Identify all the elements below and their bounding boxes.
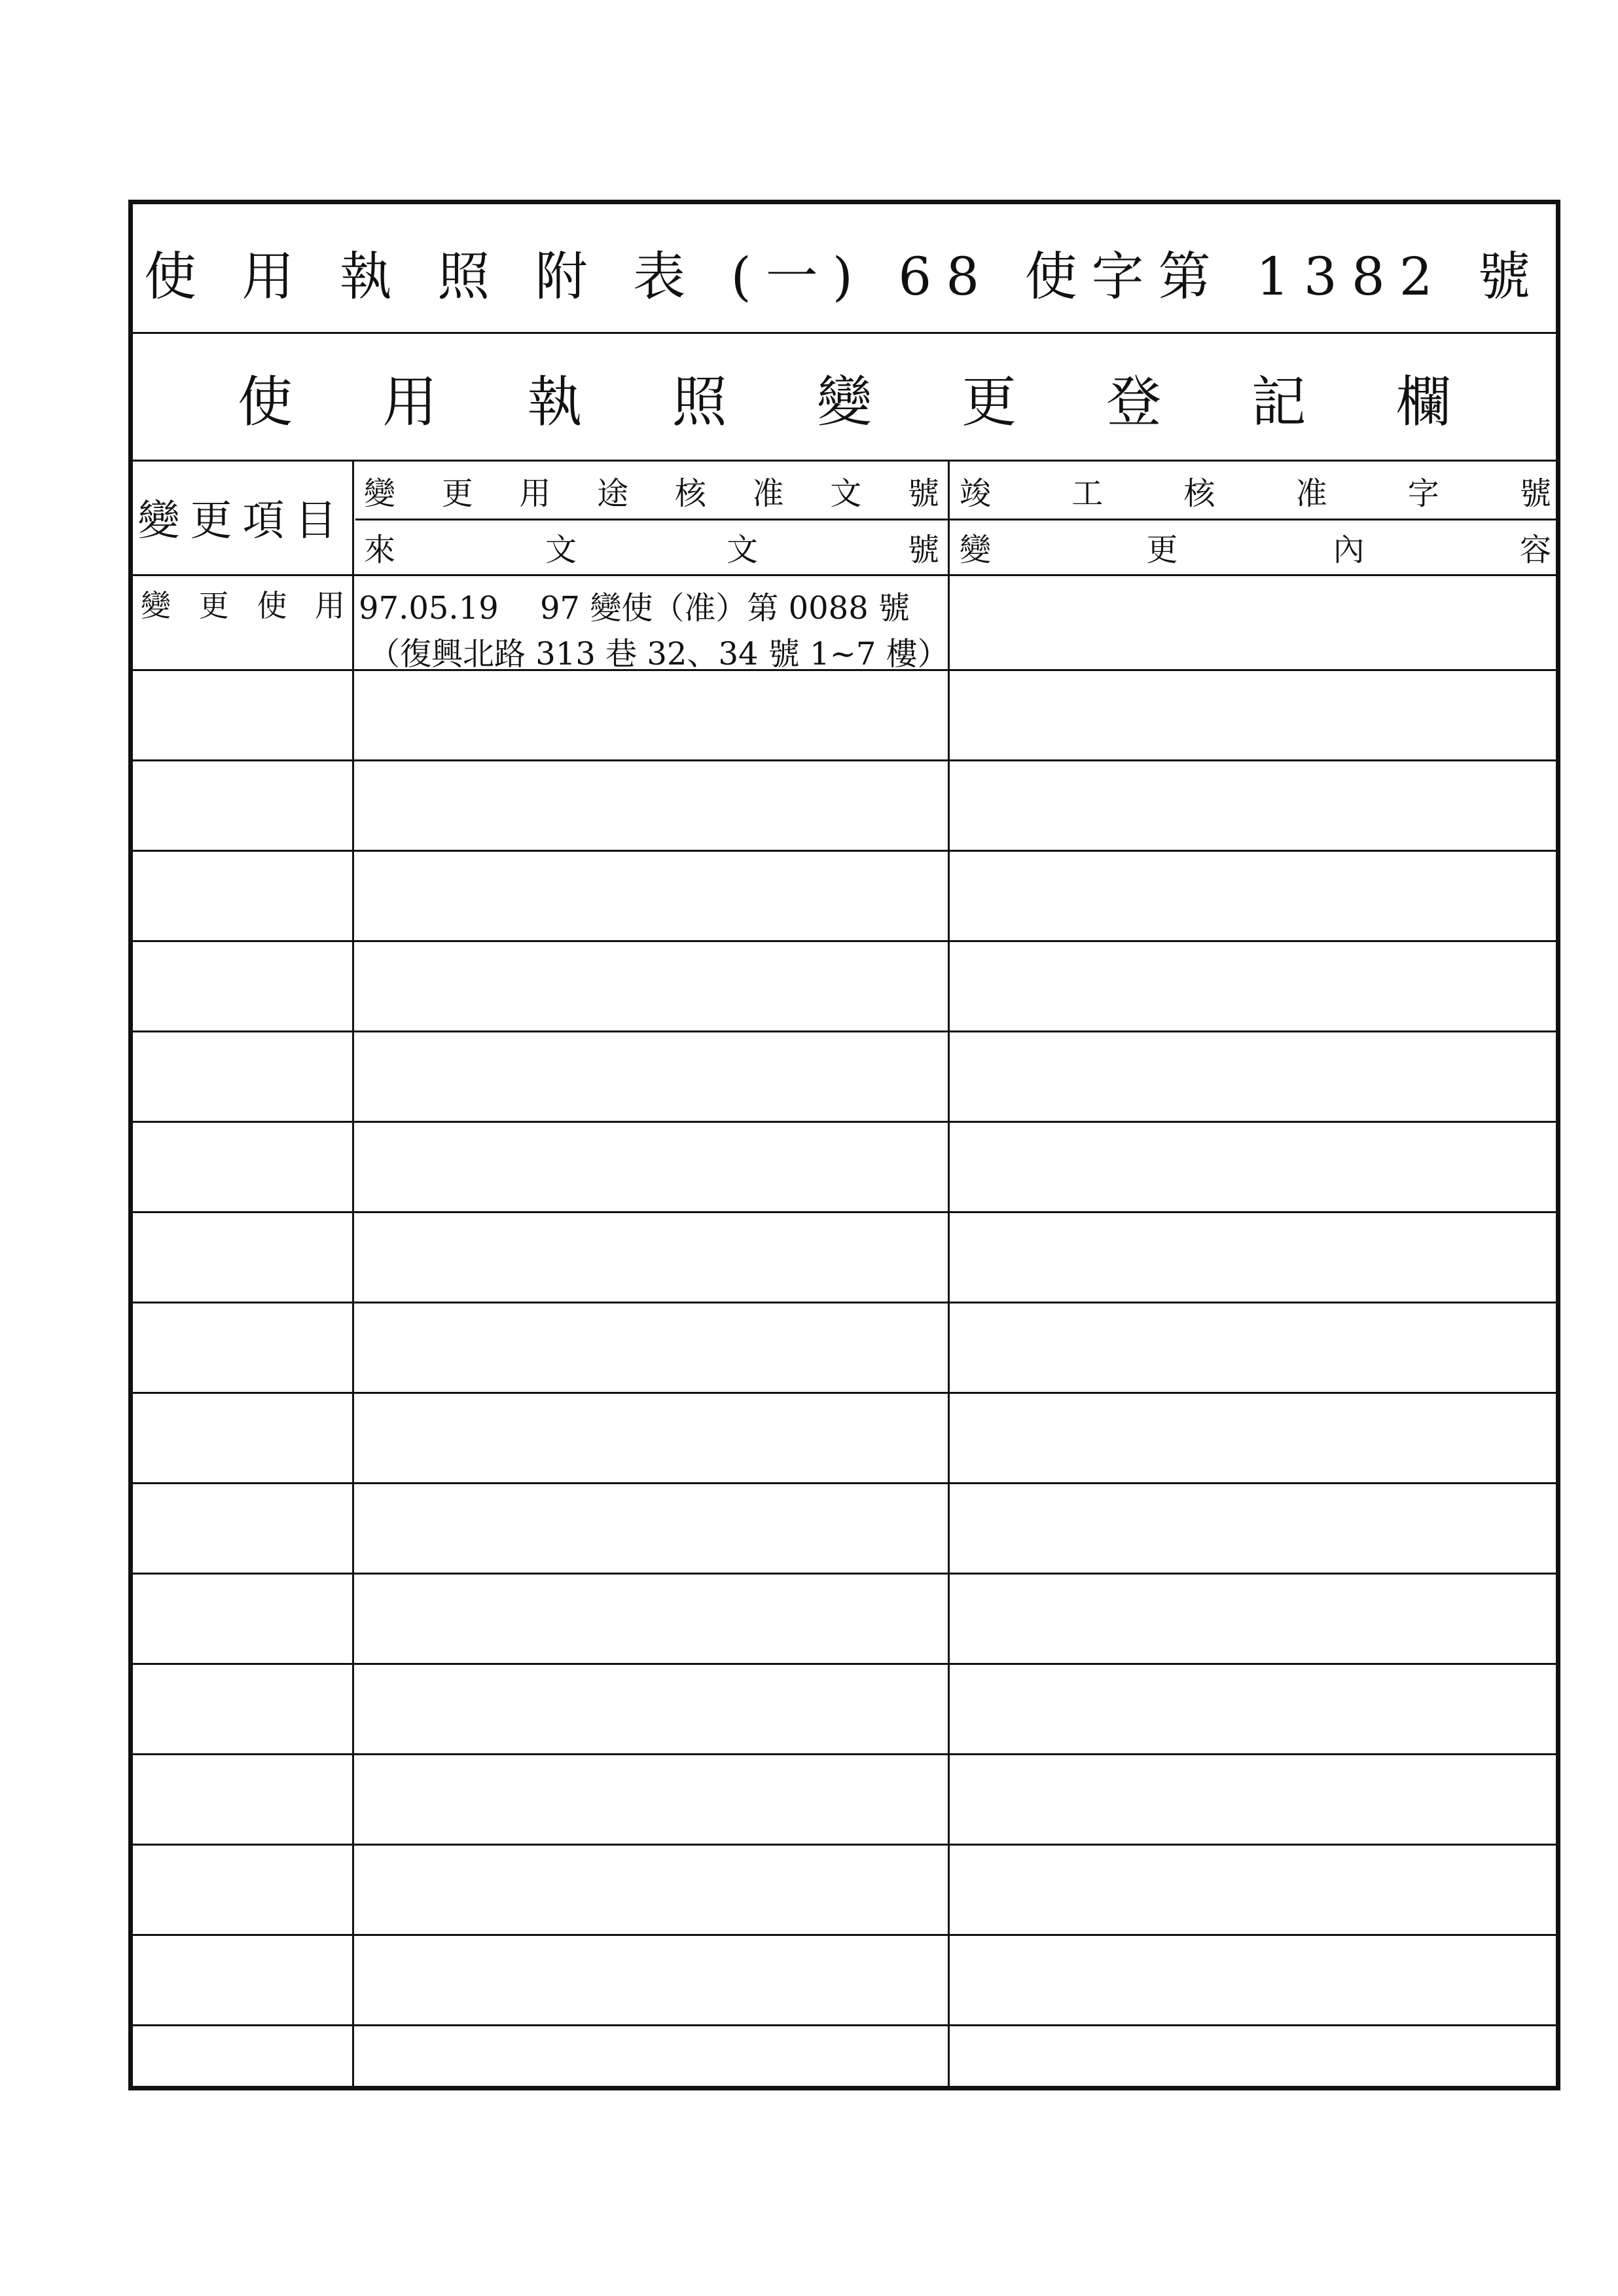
header-char: 工	[1071, 475, 1104, 512]
header-char: 用	[519, 475, 551, 512]
header-char: 文	[726, 532, 758, 568]
heading-char: 欄	[1395, 369, 1451, 434]
heading-char: 執	[527, 369, 583, 434]
header-char: 文	[545, 532, 577, 568]
header-char: 准	[1295, 475, 1327, 512]
heading-char: 變	[816, 369, 872, 434]
header-char: 變	[960, 532, 992, 568]
row-divider	[133, 1030, 1556, 1032]
divider	[133, 332, 1556, 334]
header-char: 途	[597, 475, 629, 512]
row-divider	[133, 1934, 1556, 1936]
header-char: 號	[907, 475, 939, 512]
row-divider	[133, 1844, 1556, 1846]
row-approval-doc-line1: 97.05.19 97 變使（准）第 0088 號	[359, 590, 910, 627]
row-divider	[133, 2024, 1556, 2026]
row-divider	[133, 1302, 1556, 1303]
document-title: 使 用 執 照 附 表 (一) 68 使字第 1382 號	[143, 246, 1545, 307]
heading-char: 照	[672, 369, 727, 434]
heading-char: 用	[382, 369, 438, 434]
header-char: 文	[830, 475, 862, 512]
header-char: 更	[441, 475, 473, 512]
header-char: 核	[674, 475, 706, 512]
header-char: 號	[1519, 475, 1551, 512]
permit-table-frame	[128, 200, 1560, 2090]
heading-char: 更	[962, 369, 1017, 434]
row-divider	[133, 1663, 1556, 1665]
incoming-doc-header	[359, 520, 944, 574]
row-change-item	[138, 581, 348, 627]
row-divider	[133, 1211, 1556, 1213]
approval-doc-header	[359, 463, 944, 519]
change-registration-heading	[133, 338, 1556, 456]
change-content-header	[954, 520, 1556, 574]
row-divider	[133, 1121, 1556, 1123]
row-item-char: 用	[314, 588, 345, 623]
header-char: 來	[364, 532, 396, 568]
row-divider	[133, 669, 1556, 671]
column-divider-2	[948, 460, 950, 2086]
header-char: 容	[1519, 532, 1551, 568]
header-char: 號	[907, 532, 939, 568]
row-divider	[133, 850, 1556, 852]
heading-char: 記	[1251, 369, 1306, 434]
header-char: 字	[1407, 475, 1439, 512]
completion-approval-header	[954, 463, 1556, 519]
change-item-header: 變更項目	[137, 496, 348, 545]
heading-char: 使	[238, 369, 293, 434]
row-divider	[133, 1392, 1556, 1394]
header-char: 竣	[960, 475, 992, 512]
row-approval-doc-line2: （復興北路 313 巷 32、34 號 1~7 樓）	[369, 636, 949, 672]
row-divider	[133, 940, 1556, 942]
row-item-char: 使	[257, 588, 287, 623]
row-divider	[133, 1753, 1556, 1755]
row-divider	[133, 1482, 1556, 1484]
row-item-char: 變	[141, 588, 171, 623]
header-char: 變	[364, 475, 396, 512]
row-divider	[133, 1573, 1556, 1575]
column-divider-1	[352, 460, 354, 2086]
header-char: 內	[1333, 532, 1365, 568]
header-char: 准	[752, 475, 784, 512]
header-char: 核	[1183, 475, 1215, 512]
heading-char: 登	[1106, 369, 1162, 434]
row-item-char: 更	[198, 588, 229, 623]
row-divider	[133, 759, 1556, 761]
header-char: 更	[1146, 532, 1178, 568]
header-bottom-line	[133, 574, 1556, 576]
